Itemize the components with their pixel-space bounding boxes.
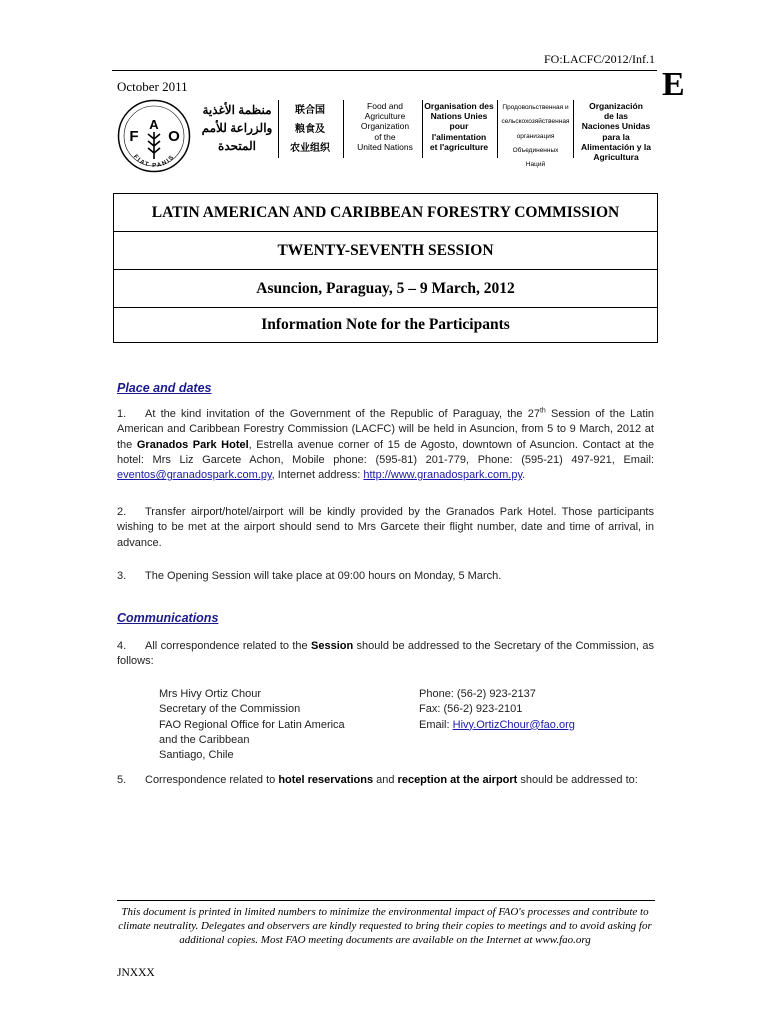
paragraph-1: 1. At the kind invitation of the Government of the Republic of Paraguay, the 27th Session of the Latin American and Caribbean Forestry Commission (LACFC) will be held in Asuncion, from 5 to 9 March, 2012 at the Granados Park Hotel, Estrella avenue corner of 15 de Agosto, downtown of Asuncion. Contact at the hotel: Mrs Liz Garcete Achon, Mobile phone: (595-81) 201-779, Phone: (595-21) 497-921, Email: eventos@granadospark.com.py, Internet address: http://www.granadospark.com.py.	[117, 407, 655, 482]
paragraph-4: 4. All correspondence related to the Session should be addressed to the Secretary of the Commission, as follows:	[117, 640, 654, 668]
language-letter: E	[662, 66, 685, 103]
divider	[343, 100, 344, 158]
document-subtitle: Information Note for the Participants	[261, 316, 510, 333]
org-name-french: Organisation des Nations Unies pour l'alimentation et l'agriculture	[424, 101, 494, 152]
org-name-spanish: Organización de las Naciones Unidas para la Alimentación y la Agricultura	[581, 101, 651, 162]
footer-note: This document is printed in limited numbers to minimize the environmental impact of FAO's processes and contribute to climate neutrality. Delegates and observers are kindly requested to bring their copies to meetings and to avoid asking for additional copies. Most FAO meeting documents are available on the Internet at www.fao.org	[118, 906, 652, 946]
secretary-address: Mrs Hivy Ortiz Chour Secretary of the Commission FAO Regional Office for Latin America and the Caribbean Santiago, Chile	[159, 688, 345, 762]
hotel-email-link[interactable]: eventos@granadospark.com.py	[117, 469, 272, 482]
org-name-russian: Продовольственная и сельскохозяйственная организация Объединенных Наций	[501, 104, 570, 169]
document-code: FO:LACFC/2012/Inf.1	[543, 52, 655, 66]
wheat-icon	[148, 132, 160, 159]
logo-motto: FIAT PANIS	[131, 153, 177, 170]
org-name-english: Food and Agriculture Organization of the United Nations	[357, 101, 413, 152]
header-rule	[112, 70, 657, 71]
org-name-arabic: منظمة الأغذية والزراعة للأمم المتحدة	[201, 103, 273, 153]
hotel-name: Granados Park Hotel	[136, 438, 249, 451]
logo-letter: A	[149, 117, 159, 132]
footer-rule	[117, 900, 655, 901]
title-box	[113, 193, 658, 343]
hotel-website-link[interactable]: http://www.granadospark.com.py	[363, 469, 523, 482]
paragraph-2: 2. Transfer airport/hotel/airport will be kindly provided by the Granados Park Hotel. Those participants wishing to be met at the airport should send to Mrs Garcete their flight number, date and time of arrival, in advance.	[117, 506, 654, 549]
section-heading-communications: Communications	[117, 611, 219, 625]
logo-letter: O	[168, 128, 180, 145]
session-title: TWENTY-SEVENTH SESSION	[114, 232, 657, 270]
logo-letter: F	[129, 128, 139, 145]
location-title: Asuncion, Paraguay, 5 – 9 March, 2012	[114, 270, 657, 308]
paragraph-3: 3. The Opening Session will take place at 09:00 hours on Monday, 5 March.	[117, 570, 502, 582]
secretary-email-link[interactable]: Hivy.OrtizChour@fao.org	[452, 718, 575, 731]
fao-logo	[117, 99, 191, 173]
org-name-chinese: 联合国 粮食及 农业组织	[290, 105, 330, 154]
secretary-contact: Phone: (56-2) 923-2137 Fax: (56-2) 923-2101 Email: Hivy.OrtizChour@fao.org	[419, 688, 575, 731]
commission-title: LATIN AMERICAN AND CARIBBEAN FORESTRY COMMISSION	[114, 194, 657, 232]
paragraph-5: 5. Correspondence related to hotel reservations and reception at the airport should be addressed to:	[117, 774, 638, 786]
section-heading-place-dates: Place and dates	[117, 381, 212, 395]
secretary-phone: Phone: (56-2) 923-2137	[419, 688, 536, 700]
secretary-fax: Fax: (56-2) 923-2101	[419, 703, 523, 716]
job-code: JNXXX	[117, 967, 155, 979]
document-date: October 2011	[117, 79, 188, 94]
